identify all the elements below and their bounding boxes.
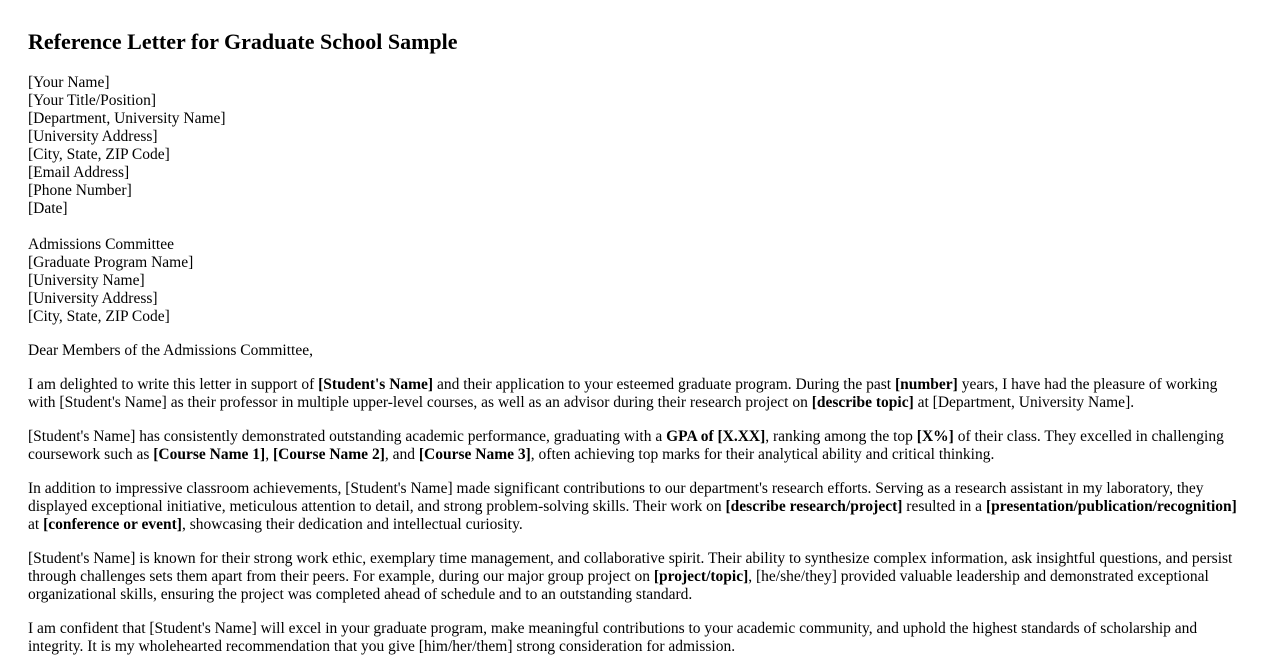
sender-email: [Email Address] <box>28 164 130 181</box>
text-run: I am confident that [Student's Name] will excel in your graduate program, make meaningful contributions to your academic community, and uphold the highest standards of scholarship and integrity. It is my wholehearted recommendation that you give [him/her/them] strong consideration for admission. <box>28 620 1198 655</box>
sender-phone: [Phone Number] <box>28 182 132 199</box>
bold-placeholder: [describe topic] <box>811 394 914 411</box>
page-title: Reference Letter for Graduate School Sample <box>28 29 458 54</box>
paragraph-academics <box>28 428 1243 464</box>
letter-date: [Date] <box>28 200 68 217</box>
recipient-university: [University Name] <box>28 272 145 289</box>
text-run: , and <box>384 446 419 463</box>
text-run: I am delighted to write this letter in support of <box>28 376 319 393</box>
text-run: [Student's Name] is known for their strong work ethic, exemplary time management, and collaborative spirit. Their ability to synthesize complex information, ask insightful questions, and persist through challenges sets them apart from their peers. For example, during our major group project on <box>28 550 1233 585</box>
bold-placeholder: GPA of [X.XX] <box>666 428 766 445</box>
text-run: , showcasing their dedication and intellectual curiosity. <box>181 516 523 533</box>
text-run: at [Department, University Name]. <box>913 394 1135 411</box>
text-run: [Student's Name] has consistently demonstrated outstanding academic performance, graduating with a <box>28 428 667 445</box>
text-run: and their application to your esteemed graduate program. During the past <box>433 376 895 393</box>
text-run: years, I have had the pleasure of working with [Student's Name] as their professor in multiple upper-level courses, as well as an advisor during their research project on <box>28 376 1218 411</box>
paragraph-introduction <box>28 376 1243 412</box>
text-run: In addition to impressive classroom achievements, [Student's Name] made significant contributions to our department's research efforts. Serving as a research assistant in my laboratory, they displayed exceptional initiative, meticulous attention to detail, and strong problem-solving skills. Their work on <box>28 480 1204 515</box>
bold-placeholder: [project/topic] <box>653 568 749 585</box>
sender-address-block <box>28 74 1250 218</box>
sender-university-address: [University Address] <box>28 128 158 145</box>
paragraph-conclusion <box>28 620 1243 656</box>
text-run: , often achieving top marks for their analytical ability and critical thinking. <box>530 446 995 463</box>
recipient-address-block <box>28 236 1250 326</box>
sender-title: [Your Title/Position] <box>28 92 157 109</box>
sender-name: [Your Name] <box>28 74 110 91</box>
recipient-committee: Admissions Committee <box>28 236 174 253</box>
text-run: , <box>265 446 273 463</box>
paragraph-work-ethic <box>28 550 1243 604</box>
sender-department: [Department, University Name] <box>28 110 226 127</box>
bold-placeholder: [X%] <box>916 428 954 445</box>
paragraph-research <box>28 480 1243 534</box>
salutation: Dear Members of the Admissions Committee, <box>28 342 313 359</box>
sender-city-state-zip: [City, State, ZIP Code] <box>28 146 170 163</box>
bold-placeholder: [describe research/project] <box>725 498 903 515</box>
bold-placeholder: [Course Name 3] <box>418 446 531 463</box>
bold-placeholder: [Course Name 1] <box>153 446 266 463</box>
text-run: at <box>28 516 44 533</box>
text-run: of their class. They excelled in challenging coursework such as <box>28 428 1224 463</box>
recipient-city-state-zip: [City, State, ZIP Code] <box>28 308 170 325</box>
bold-placeholder: [presentation/publication/recognition] <box>985 498 1237 515</box>
recipient-program: [Graduate Program Name] <box>28 254 194 271</box>
bold-placeholder: [conference or event] <box>43 516 182 533</box>
text-run: , ranking among the top <box>765 428 917 445</box>
bold-placeholder: [number] <box>894 376 958 393</box>
bold-placeholder: [Student's Name] <box>318 376 434 393</box>
text-run: , [he/she/they] provided valuable leadership and demonstrated exceptional organizational skills, ensuring the project was completed ahead of schedule and to an outstanding standard. <box>28 568 1209 603</box>
text-run: resulted in a <box>902 498 986 515</box>
bold-placeholder: [Course Name 2] <box>272 446 385 463</box>
recipient-address: [University Address] <box>28 290 158 307</box>
